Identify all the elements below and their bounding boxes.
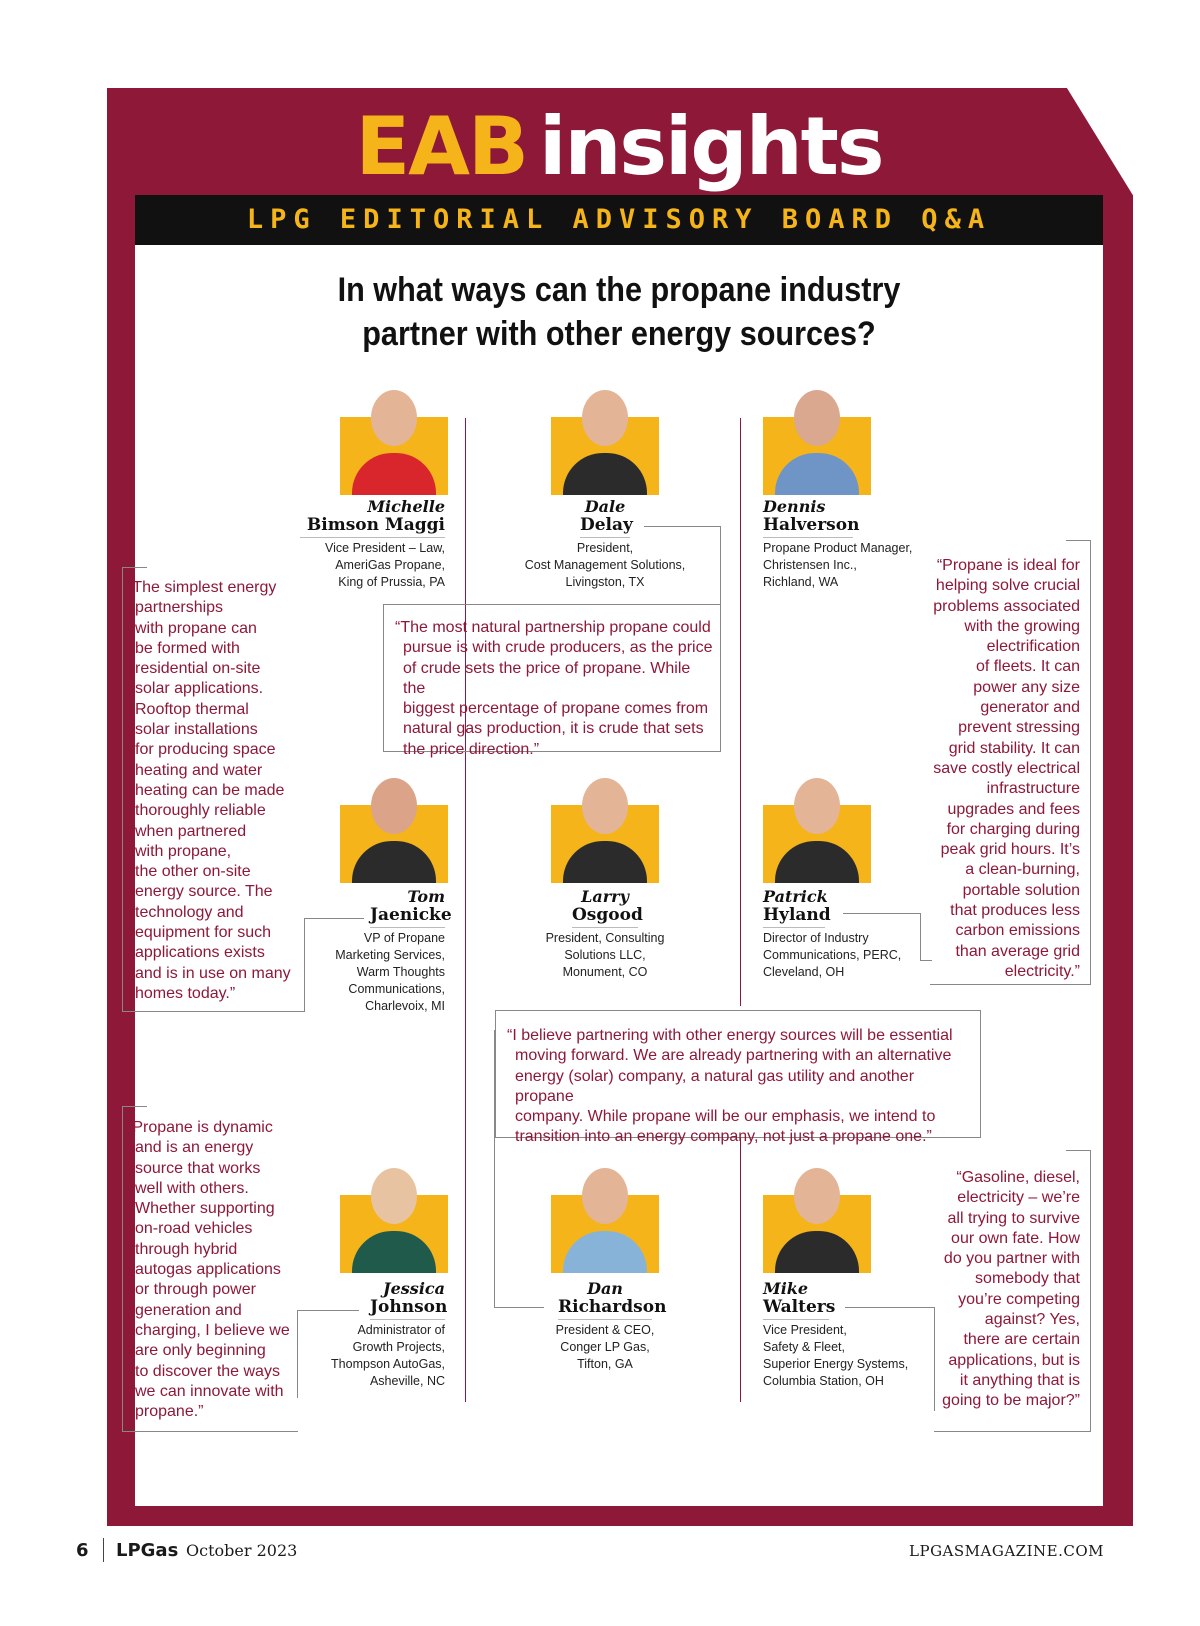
quote-text-delay: “The most natural partnership propane could pursue is with crude producers, as the price of crude sets the price of propane. While the biggest percentage of propane comes from natural gas production, it is crude that sets the price direction.” [395,619,713,758]
website-url: LPGASMAGAZINE.COM [909,1542,1104,1560]
question-line-1: In what ways can the propane industry [337,271,901,309]
masthead-accent: EAB [355,100,528,193]
quote-connector [843,913,921,914]
quote-connector [304,918,364,919]
person-last-name: Osgood [572,906,638,928]
person-last-name: Jaenicke [370,906,445,928]
quote-text-maggi: “The simplest energy partnerships with propane can be formed with residential on-site solar applications. Rooftop thermal solar installations for producing space heating and water heating can be made thoroughly reliable when partnered with propane, the other on-site energy source. The technology and equipment for such applications exists and is in use on many homes today.” [127,579,291,1002]
quote-connector [934,1431,954,1432]
quote-connector [720,526,721,604]
quote-connector [494,1307,544,1308]
masthead-title: insights [539,100,883,193]
person-title: President & CEO, Conger LP Gas, Tifton, GA [555,1323,655,1371]
quote-connector [122,567,147,568]
portrait-photo [551,1160,659,1273]
person-last-name: Hyland [763,906,825,928]
quote-connector [1066,1150,1091,1151]
person-first-name: Jessica [383,1279,445,1298]
portrait-photo [340,382,448,495]
quote-connector [494,1030,495,1308]
column-divider-2 [740,418,741,1006]
portrait-photo [340,770,448,883]
question-line-2: partner with other energy sources? [362,315,876,353]
person-last-name: Halverson [763,516,853,538]
person-first-name: Michelle [367,497,445,516]
column-divider-1 [465,418,466,1402]
portrait-photo [763,382,871,495]
portrait-photo [551,382,659,495]
person-first-name: Dan [587,1279,623,1298]
person-last-name: Delay [580,516,630,538]
quote-text-hyland: “Propane is ideal for helping solve crucial problems associated with the growing electrification of fleets. It can power any size generator and prevent stressing grid stability. It can save costly electrical infrastructure upgrades and fees for charging during peak grid hours. It’s a clean-burning, portable solution that produces less carbon emissions than average grid electricity.” [933,557,1080,980]
page-number: 6 [76,1540,89,1561]
portrait-photo [551,770,659,883]
person-last-name: Richardson [558,1298,652,1320]
person-last-name: Walters [763,1298,829,1320]
column-divider-3 [740,1138,741,1402]
person-first-name: Larry [581,887,629,906]
person-title: Administrator of Growth Projects, Thompson AutoGas, Asheville, NC [331,1323,445,1388]
person-first-name: Patrick [763,887,828,906]
person-last-name: Bimson Maggi [300,516,445,538]
person-title: President, Cost Management Solutions, Livingston, TX [524,541,686,589]
person-first-name: Dale [584,497,626,516]
portrait-photo [340,1160,448,1273]
person-title: President, Consulting Solutions LLC, Monument, CO [545,931,665,979]
quote-text-walters: “Gasoline, diesel, electricity – we’re all trying to survive our own fate. How do you partner with somebody that you’re competing against? Yes, there are certain applications, but is it anything that is going to be major?” [942,1169,1080,1410]
person-title: Vice President, Safety & Fleet, Superior Energy Systems, Columbia Station, OH [763,1323,909,1388]
person-title: VP of Propane Marketing Services, Warm Thoughts Communications, Charlevoix, MI [335,931,445,1013]
quote-connector [1066,540,1091,541]
section-band: LPG EDITORIAL ADVISORY BOARD Q&A [135,195,1103,245]
quote-text-johnson: “Propane is dynamic and is an energy source that works well with others. Whether supporting on-road vehicles through hybrid autogas applications or through power generation and charging, I believe we are only beginning to discover the ways we can innovate with propane.” [127,1119,290,1421]
quote-connector [644,526,721,527]
quote-text-richardson: “I believe partnering with other energy sources will be essential moving forward. We are already partnering with an alternative energy (solar) company, a natural gas utility and another propane company. While propane will be our emphasis, we intend to transition into an energy company, not just a propane one.” [507,1027,953,1146]
magazine-brand: LPGas [116,1540,179,1561]
masthead [135,100,1103,200]
person-first-name: Dennis [763,497,826,516]
issue-date: October 2023 [186,1541,298,1560]
portrait-photo [763,1160,871,1273]
person-first-name: Tom [407,887,445,906]
person-title: Director of Industry Communications, PERC, Cleveland, OH [763,931,902,979]
quote-connector [270,1431,298,1432]
person-title: Propane Product Manager, Christensen Inc., Richland, WA [763,541,913,589]
person-first-name: Mike [763,1279,809,1298]
page-question [183,268,1054,356]
quote-connector [122,1106,147,1107]
person-title: Vice President – Law, AmeriGas Propane, King of Prussia, PA [325,541,445,589]
quote-connector [297,1310,359,1311]
footer-divider [103,1538,104,1562]
person-last-name: Johnson [370,1298,445,1320]
portrait-photo [763,770,871,883]
